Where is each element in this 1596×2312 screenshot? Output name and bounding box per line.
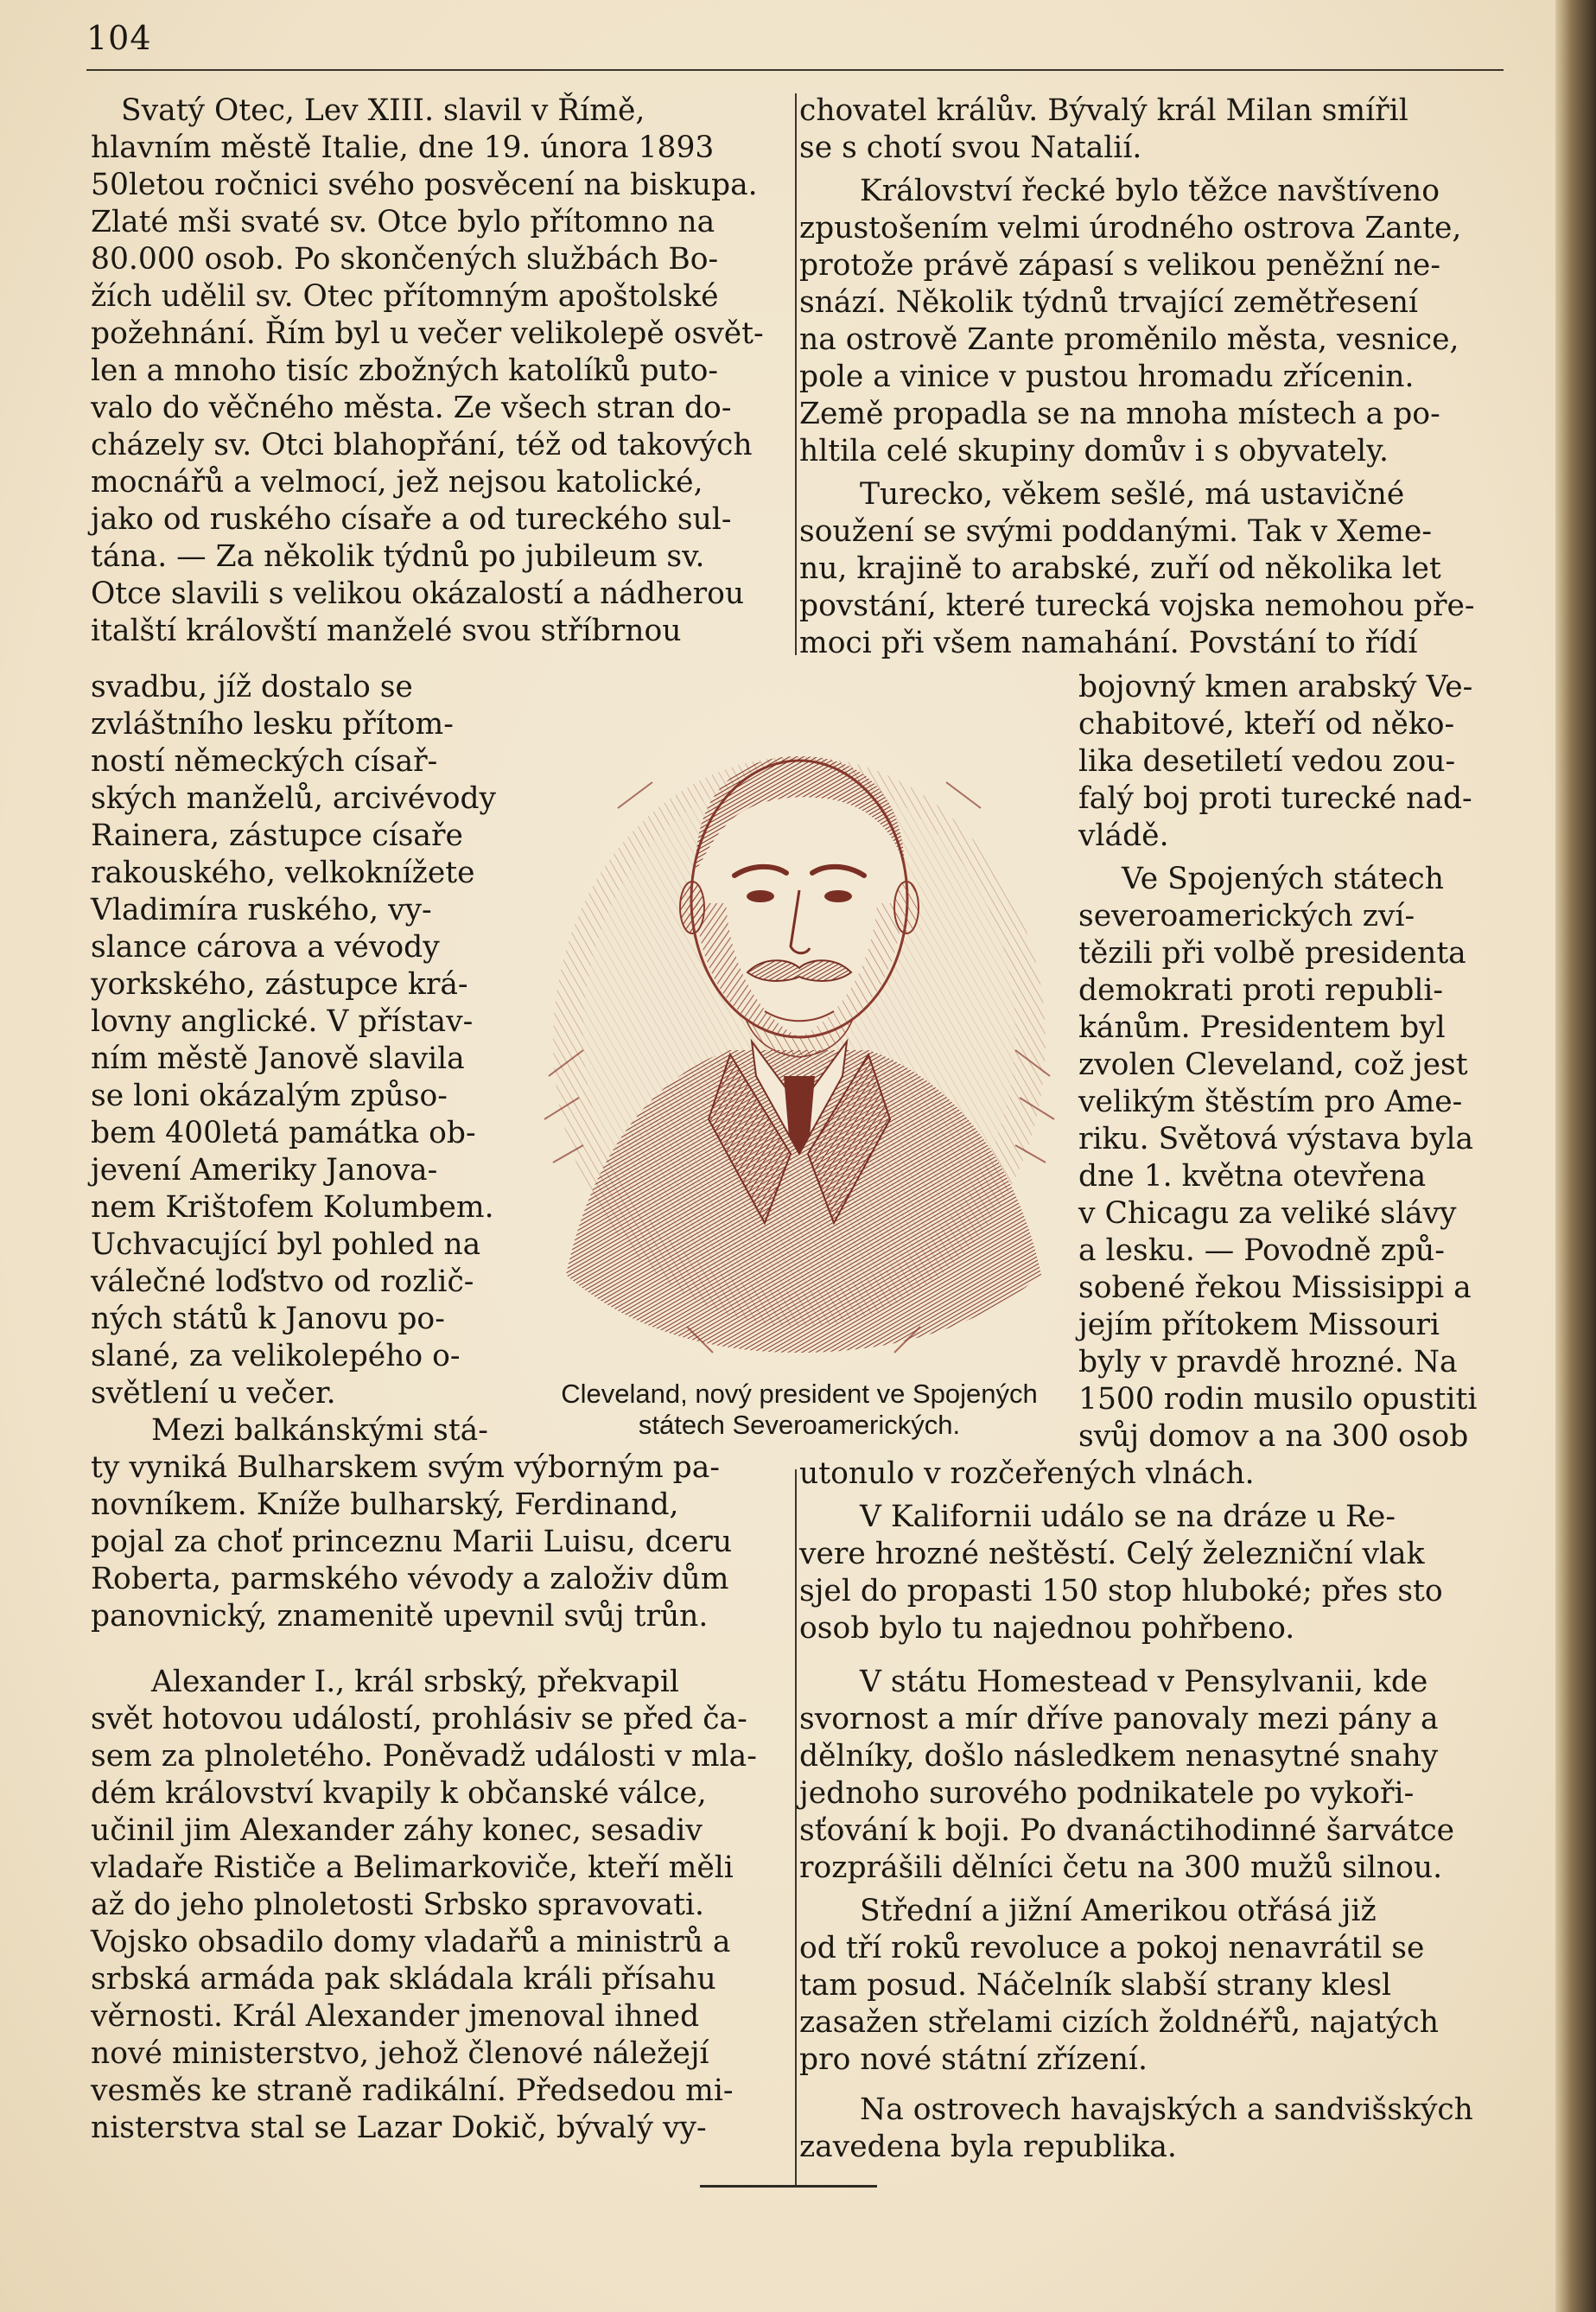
left-column-line: len a mnoho tisíc zbožných katolíků puto- bbox=[91, 353, 719, 388]
left-column-line: slané, za velikolepého o- bbox=[91, 1339, 461, 1373]
right-column-line: od tří roků revoluce a pokoj nenavrátil se bbox=[799, 1931, 1425, 1965]
left-column-line: svět hotovou událostí, prohlásiv se před ča- bbox=[91, 1702, 747, 1736]
right-column-line: tam posud. Náčelník slabší strany klesl bbox=[799, 1968, 1392, 2003]
right-column-line: sobené řekou Missisippi a bbox=[1078, 1271, 1472, 1305]
left-column-line: tána. — Za několik týdnů po jubileum sv. bbox=[91, 539, 705, 574]
right-column-line: soužení se svými poddanými. Tak v Xeme- bbox=[799, 514, 1432, 549]
right-column-line: moci při všem namahání. Povstání to řídí bbox=[799, 626, 1418, 660]
left-column-line: svadbu, jíž dostalo se bbox=[91, 670, 413, 704]
caption-line-1: Cleveland, nový president ve Spojených bbox=[561, 1379, 1038, 1409]
left-column-line: jako od ruského císaře a od tureckého sul- bbox=[91, 502, 732, 537]
right-column-line: Země propadla se na mnoha místech a po- bbox=[799, 397, 1440, 431]
left-column-line: jevení Ameriky Janova- bbox=[91, 1153, 438, 1188]
left-column-line: věrnosti. Král Alexander jmenoval ihned bbox=[91, 1999, 700, 2034]
right-column-line: utonulo v rozčeřených vlnách. bbox=[799, 1456, 1255, 1491]
left-column-line: italští královští manželé svou stříbrnou bbox=[91, 614, 682, 648]
right-column-line: sjel do propasti 150 stop hluboké; přes sto bbox=[799, 1574, 1443, 1608]
right-column-line: zavedena byla republika. bbox=[799, 2130, 1177, 2164]
right-column-line: lika desetiletí vedou zou- bbox=[1078, 744, 1456, 779]
left-column-line: se loni okázalým způso- bbox=[91, 1079, 448, 1113]
right-column-line: hltila celé skupiny domův i s obyvately. bbox=[799, 434, 1389, 468]
left-column-line: rakouského, velkoknížete bbox=[91, 856, 475, 890]
left-column-line: Mezi balkánskými stá- bbox=[151, 1413, 488, 1448]
right-column-line: Střední a jižní Amerikou otřásá již bbox=[860, 1894, 1377, 1928]
right-column-line: v Chicagu za veliké slávy bbox=[1078, 1196, 1457, 1231]
left-column-line: ním městě Janově slavila bbox=[91, 1041, 465, 1076]
right-column-line: riku. Světová výstava byla bbox=[1078, 1122, 1474, 1156]
left-column-line: až do jeho plnoletosti Srbsko spravovati. bbox=[91, 1888, 704, 1922]
right-column-line: Na ostrovech havajských a sandvišských bbox=[860, 2092, 1473, 2127]
right-column-line: sťování k boji. Po dvanáctihodinné šarvátce bbox=[799, 1813, 1455, 1848]
right-column-line: pole a vinice v pustou hromadu zřícenin. bbox=[799, 360, 1415, 394]
cleveland-portrait-engraving bbox=[531, 670, 1067, 1361]
right-column-line: povstání, které turecká vojska nemohou pře- bbox=[799, 589, 1475, 623]
portrait-caption bbox=[527, 1379, 1071, 1441]
right-column-line: dne 1. května otevřena bbox=[1078, 1159, 1427, 1194]
left-column-line: Otce slavili s velikou okázalostí a nádherou bbox=[91, 576, 745, 611]
right-column-line: svůj domov a na 300 osob bbox=[1078, 1419, 1469, 1454]
right-column-line: chabitové, kteří od něko- bbox=[1078, 707, 1455, 742]
right-column-line: falý boj proti turecké nad- bbox=[1078, 781, 1472, 816]
left-column-line: pojal za choť princeznu Marii Luisu, dceru bbox=[91, 1525, 733, 1559]
column-divider-lower bbox=[795, 1469, 797, 2187]
left-column-line: ností německých císař- bbox=[91, 744, 438, 779]
left-column-line: bem 400letá památka ob- bbox=[91, 1116, 476, 1150]
left-column-line: ty vyniká Bulharskem svým výborným pa- bbox=[91, 1450, 720, 1485]
left-column-line: Alexander I., král srbský, překvapil bbox=[151, 1665, 679, 1699]
left-column-line: Zlaté mši svaté sv. Otce bylo přítomno na bbox=[91, 205, 715, 239]
left-column-line: dém království kvapily k občanské válce, bbox=[91, 1776, 707, 1811]
left-column-line: Roberta, parmského vévody a založiv dům bbox=[91, 1562, 729, 1596]
right-column-line: nu, krajině to arabské, zuří od několika let bbox=[799, 551, 1441, 586]
caption-line-2: státech Severoamerických. bbox=[638, 1410, 961, 1440]
right-column-line: V státu Homestead v Pensylvanii, kde bbox=[860, 1665, 1428, 1699]
right-column-line: V Kalifornii událo se na dráze u Re- bbox=[860, 1500, 1396, 1534]
right-column-line: rozprášili dělníci četu na 300 mužů silnou. bbox=[799, 1850, 1443, 1885]
left-column-line: sem za plnoletého. Poněvadž události v mla- bbox=[91, 1739, 757, 1774]
end-rule bbox=[700, 2185, 877, 2188]
left-column-line: vesměs ke straně radikální. Předsedou mi- bbox=[91, 2073, 734, 2108]
right-column-line: svornost a mír dříve panovaly mezi pány a bbox=[799, 1702, 1439, 1736]
left-column-line: lovny anglické. V přístav- bbox=[91, 1004, 474, 1039]
right-column-line: 1500 rodin musilo opustiti bbox=[1078, 1382, 1478, 1417]
right-column-line: severoamerických zví- bbox=[1078, 899, 1415, 933]
left-column-line: hlavním městě Italie, dne 19. února 1893 bbox=[91, 131, 715, 165]
left-column-line: nem Krištofem Kolumbem. bbox=[91, 1190, 494, 1225]
left-column-line: ských manželů, arcivévody bbox=[91, 781, 497, 816]
right-column-line: Království řecké bylo těžce navštíveno bbox=[860, 174, 1440, 208]
right-column-line: a lesku. — Povodně způ- bbox=[1078, 1233, 1445, 1268]
right-column-line: zvolen Cleveland, což jest bbox=[1078, 1048, 1468, 1082]
left-column-line: panovnický, znamenitě upevnil svůj trůn. bbox=[91, 1599, 709, 1634]
left-column-line: světlení u večer. bbox=[91, 1376, 336, 1411]
right-column-line: pro nové státní zřízení. bbox=[799, 2042, 1148, 2077]
right-column-line: velikým štěstím pro Ame- bbox=[1078, 1085, 1463, 1119]
left-column-line: Vladimíra ruského, vy- bbox=[91, 893, 432, 927]
page-number: 104 bbox=[86, 19, 152, 57]
left-column-line: vladaře Rističe a Belimarkoviče, kteří měli bbox=[91, 1850, 734, 1885]
left-column-line: Vojsko obsadilo domy vladařů a ministrů a bbox=[91, 1925, 731, 1959]
right-column-line: zasažen střelami cizích žoldnéřů, najatých bbox=[799, 2005, 1439, 2040]
left-column-line: yorkského, zástupce krá- bbox=[91, 967, 468, 1002]
right-column-line: protože právě zápasí s velikou peněžní ne- bbox=[799, 248, 1441, 283]
left-column-line: požehnání. Řím byl u večer velikolepě osvět- bbox=[91, 316, 764, 351]
right-column-line: Turecko, věkem sešlé, má ustavičné bbox=[860, 477, 1405, 512]
left-column-line: učinil jim Alexander záhy konec, sesadiv bbox=[91, 1813, 703, 1848]
header-rule bbox=[86, 69, 1504, 71]
left-column-line: ných států k Janovu po- bbox=[91, 1302, 445, 1336]
right-column-line: jednoho surového podnikatele po vykoři- bbox=[799, 1776, 1415, 1811]
right-column-line: snází. Několik týdnů trvající zemětřesení bbox=[799, 285, 1419, 320]
right-column-line: dělníky, došlo následkem nenasytné snahy bbox=[799, 1739, 1439, 1774]
left-column-line: 50letou ročnici svého posvěcení na biskupa. bbox=[91, 168, 758, 202]
right-column-line: demokrati proti republi- bbox=[1078, 973, 1444, 1008]
left-column-line: valo do věčného města. Ze všech stran do- bbox=[91, 391, 732, 425]
right-column-line: bojovný kmen arabský Ve- bbox=[1078, 670, 1473, 704]
left-column-line: srbská armáda pak skládala králi přísahu bbox=[91, 1962, 716, 1997]
right-column-line: vládě. bbox=[1078, 818, 1169, 853]
left-column-line: Rainera, zástupce císaře bbox=[91, 818, 463, 853]
right-column-line: tězili při volbě presidenta bbox=[1078, 936, 1466, 971]
left-column-line: slance cárova a vévody bbox=[91, 930, 440, 965]
left-column-line: mocnářů a velmocí, jež nejsou katolické, bbox=[91, 465, 703, 500]
left-column-line: Uchvacující byl pohled na bbox=[91, 1227, 481, 1262]
left-column-line: novníkem. Kníže bulharský, Ferdinand, bbox=[91, 1487, 679, 1522]
right-column-line: jejím přítokem Missouri bbox=[1078, 1308, 1440, 1342]
right-column-line: kánům. Presidentem byl bbox=[1078, 1010, 1446, 1045]
right-column-line: osob bylo tu najednou pohřbeno. bbox=[799, 1611, 1295, 1646]
left-column-line: nové ministerstvo, jehož členové náležejí bbox=[91, 2036, 709, 2071]
right-column-line: se s chotí svou Natalií. bbox=[799, 131, 1142, 165]
left-column-line: žích udělil sv. Otec přítomným apoštolské bbox=[91, 279, 719, 314]
page-edge-shadow bbox=[1555, 0, 1596, 2312]
left-column-line: Svatý Otec, Lev XIII. slavil v Římě, bbox=[121, 93, 645, 128]
right-column-line: Ve Spojených státech bbox=[1122, 862, 1444, 896]
right-column-line: byly v pravdě hrozné. Na bbox=[1078, 1345, 1458, 1379]
right-column-line: zpustošením velmi úrodného ostrova Zante, bbox=[799, 211, 1462, 245]
right-column-line: vere hrozné neštěstí. Celý železniční vlak bbox=[799, 1537, 1425, 1571]
right-column-line: na ostrově Zante proměnilo města, vesnice, bbox=[799, 322, 1459, 357]
left-column-line: cházely sv. Otci blahopřání, též od takových bbox=[91, 428, 753, 462]
left-column-line: nisterstva stal se Lazar Dokič, bývalý vy- bbox=[91, 2111, 707, 2145]
column-divider-upper bbox=[795, 93, 797, 655]
left-column-line: zvláštního lesku přítom- bbox=[91, 707, 454, 742]
left-column-line: válečné loďstvo od rozlič- bbox=[91, 1264, 474, 1299]
left-column-line: 80.000 osob. Po skončených službách Bo- bbox=[91, 242, 719, 277]
right-column-line: chovatel králův. Bývalý král Milan smířil bbox=[799, 93, 1408, 128]
